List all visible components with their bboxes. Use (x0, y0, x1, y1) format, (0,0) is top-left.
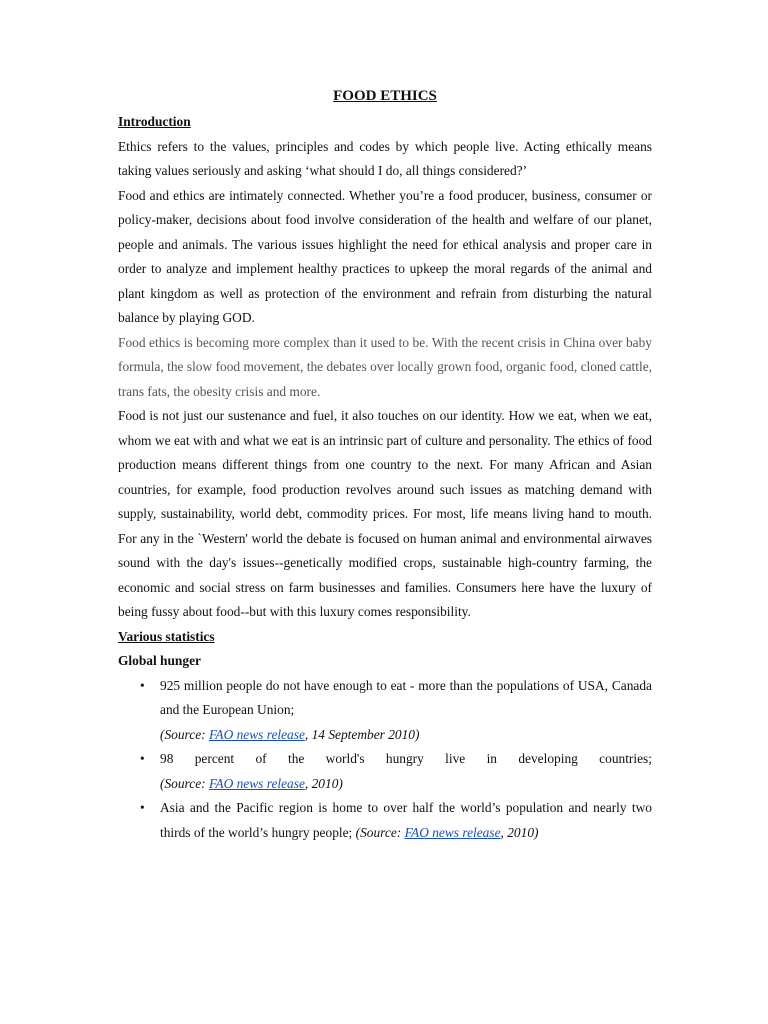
fao-news-release-link[interactable]: FAO news release (208, 726, 305, 742)
list-item-text: 925 million people do not have enough to eat - more than the populations of USA, Canada and the European Union; (160, 677, 652, 717)
bullet-icon: • (140, 751, 145, 766)
source-prefix: (Source: (160, 775, 209, 791)
source-suffix: , 14 September 2010) (304, 726, 420, 742)
hunger-statistics-list (118, 674, 652, 846)
list-item (118, 747, 652, 796)
list-item-text: Asia and the Pacific region is home to over half the world’s population and nearly two thirds of the world’s hungry people; (160, 800, 652, 840)
source-citation (160, 727, 419, 742)
global-hunger-heading: Global hunger (118, 653, 201, 668)
bullet-icon: • (140, 800, 145, 815)
paragraph-food-identity: Food is not just our sustenance and fuel, it also touches on our identity. How we eat, when we eat, whom we eat with and what we eat is an intrinsic part of culture and personality. The ethics of food production means different things from one country to the next. For many African and Asian countries, for example, food production revolves around such issues as matching demand with supply, sustainability, world debt, commodity prices. For most, life means living hand to mouth. For any in the `Western' world the debate is focused on human animal and environmental airwaves sound with the day's issues--genetically modified crops, sustainable high-country farming, the economic and social stress on farm businesses and families. Consumers here have the luxury of being fussy about food--but with this luxury comes responsibility. (118, 408, 652, 619)
list-item-text: 98 percent of the world's hungry live in developing countries; (160, 751, 652, 766)
source-suffix: , 2010) (304, 775, 343, 791)
paragraph-food-and-ethics: Food and ethics are intimately connected. Whether you’re a food producer, business, consumer or policy-maker, decisions about food involve consideration of the health and welfare of our planet, people and animals. The various issues highlight the need for ethical analysis and proper care in order to analyze and implement healthy practices to upkeep the moral regards of the animal and plant kingdom as well as protection of the environment and refrain from disturbing the natural balance by playing GOD. (118, 187, 652, 325)
source-suffix: , 2010) (500, 824, 539, 840)
fao-news-release-link[interactable]: FAO news release (404, 824, 501, 840)
list-item (118, 796, 652, 845)
source-citation (356, 825, 539, 840)
source-prefix: (Source: (160, 726, 209, 742)
source-citation (160, 776, 343, 791)
introduction-heading: Introduction (118, 114, 191, 129)
bullet-icon: • (140, 677, 145, 693)
paragraph-food-ethics-complex: Food ethics is becoming more complex than it used to be. With the recent crisis in China over baby formula, the slow food movement, the debates over locally grown food, organic food, cloned cattle, trans fats, the obesity crisis and more. (118, 334, 652, 399)
source-prefix: (Source: (355, 824, 405, 840)
various-statistics-heading: Various statistics (118, 628, 215, 644)
fao-news-release-link[interactable]: FAO news release (208, 775, 305, 791)
document-title: FOOD ETHICS (333, 88, 437, 104)
document-page (118, 86, 652, 845)
list-item (118, 674, 652, 748)
paragraph-ethics-definition: Ethics refers to the values, principles and codes by which people live. Acting ethically means taking values seriously and asking ‘what should I do, all things considered?’ (118, 138, 652, 178)
